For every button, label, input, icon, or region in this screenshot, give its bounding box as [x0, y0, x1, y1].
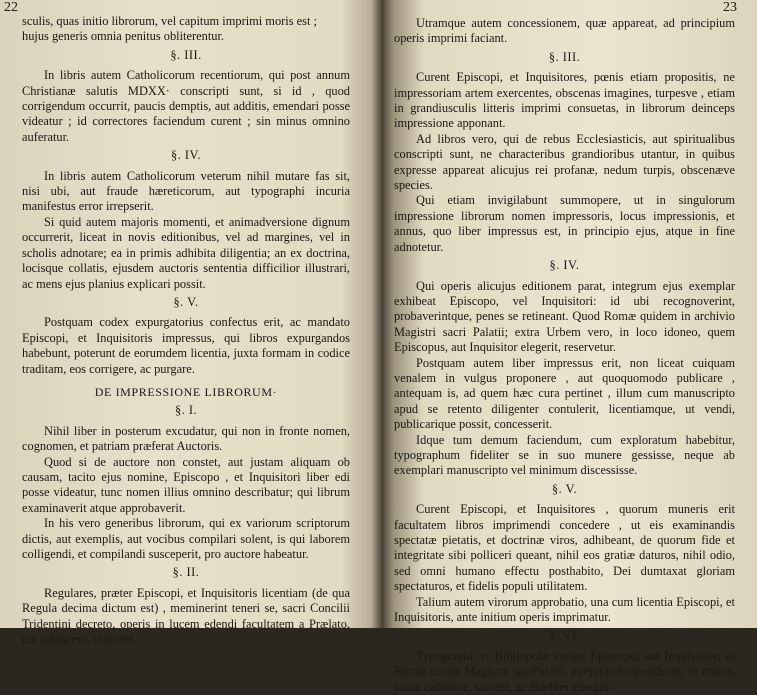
paragraph: In libris autem Catholicorum recentiorum, qui post annum Christianæ salutis MDXX· conscripti sunt, si id , quod corrigendum occurrit, paucis demptis, aut additis, emendari posse videatur ; id correctores faciendum curent ; sin minus omnino auferatur. — [22, 68, 350, 144]
section-heading: §. IV. — [171, 148, 201, 163]
page-number-right: 23 — [723, 0, 737, 15]
paragraph: Qui etiam invigilabunt summopere, ut in singulorum impressione librorum nomen impressoris, locus impressionis, et annus, quo liber impressus est, in principio ejus, atque in fine adnotetur. — [394, 193, 735, 254]
paragraph: Ad libros vero, qui de rebus Ecclesiasticis, aut spiritualibus conscripti sunt, ne characteribus grandioribus utantur, in quibus expresse appareat alicujus rei profanæ, nedum turpis, obscenæve species. — [394, 131, 735, 193]
paragraph: Qui operis alicujus editionem parat, integrum ejus exemplar exhibeat Episcopo, vel Inquisitori: id ubi recognoverint, probaverintque, penes se retineant. Quod Romæ quidem in archivio Magistri sacri Palatii; extra Urbem vero, in loco idoneo, quem Episcopus, aut Inquisitor elegerit, reservetur. — [394, 278, 735, 355]
paragraph: Typographi, et Bibliopolæ coram Episcopo, aut Inquisitore, et Romæ coram Magistro sac.Palatii, jurejurando spondeant, se munus suum catholice, sincere, ac fideliter exequu- — [394, 648, 735, 694]
paragraph: Talium autem virorum approbatio, una cum licentia Episcopi, et Inquisitoris, ante initium operis imprimatur. — [394, 594, 735, 625]
paragraph: Curent Episcopi, et Inquisitores , quorum muneris erit facultatem libros imprimendi concedere , ut eis examinandis spectatæ pietatis, et doctrinæ viros, adhibeant, de quorum fide et integritate sibi polliceri queant, nihil eos gratiæ daturos, nihil odio, sed omni humano effectu posthabito, Dei dumtaxat gloriam spectaturos, et fidelis populi utilitatem. — [394, 502, 735, 594]
paragraph: Curent Episcopi, et Inquisitores, pœnis etiam propositis, ne impressoriam artem exercentes, obscenas imagines, turpesve , etiam in grandiusculis litteris imprimi consuetas, in librorum deinceps impressione apponant. — [394, 70, 735, 131]
section-heading: §. V. — [551, 481, 578, 496]
right-page — [380, 0, 757, 694]
section-heading: §. III. — [548, 49, 581, 64]
page-number-left: 22 — [4, 0, 18, 15]
paragraph: Idque tum demum faciendum, cum exploratum habebitur, typographum fideliter se in suo munere gessisse, neque ab exemplari manuscripto vel minimum discessisse. — [394, 432, 735, 478]
paragraph: Postquam autem liber impressus erit, non liceat cuiquam venalem in vulgus proponere , aut quoquomodo publicare , antequam is, ad quem hæc cura pertinet , illum cum manuscripto apud se retento diligenter contulerit, licentiamque, ut vendi, publicarique possit, concesserit. — [394, 355, 735, 432]
text-line: sculis, quas initio librorum, vel capitum imprimi moris est ; — [22, 14, 317, 28]
paragraph: Postquam codex expurgatorius confectus erit, ac mandato Episcopi, et Inquisitoris impressus, qui libros expurgandos habebunt, poterunt de eorumdem licentia, juxta formam in codice traditam, eos corrigere, ac purgare. — [22, 315, 350, 376]
left-page-text — [0, 4, 360, 647]
section-heading: §. IV. — [549, 258, 580, 273]
section-heading: §. I. — [174, 403, 198, 418]
paragraph: In his vero generibus librorum, qui ex variorum scriptorum dictis, aut exemplis, aut vocibus compilari solent, is qui laborem colligendi, et compilandi susceperit, pro auctore habeatur. — [22, 516, 350, 561]
paragraph: Regulares, præter Episcopi, et Inquisitoris licentiam (de qua Regula decima dictum est) , meminerint teneri se, sacri Concilii Tridentini decreto, operis in lucem edendi facultatem a Prælato, cui subjacent, obtinere. — [22, 585, 350, 647]
paragraph: In libris autem Catholicorum veterum nihil mutare fas sit, nisi ubi, aut fraude hæreticorum, aut typographi incuria manifestus error irrepserit. — [22, 168, 350, 214]
section-heading: §. VI. — [548, 628, 581, 643]
text-line: hujus generis omnia penitus obliterentur. — [22, 29, 225, 44]
paragraph: Quod si de auctore non constet, aut justam aliquam ob causam, tacito ejus nomine, Episcopo , et Inquisitori liber edi posse videatur, tunc nomen illius omnino describatur; qui librum examinaverit atque approbaverit. — [22, 454, 350, 515]
chapter-heading: DE IMPRESSIONE LIBRORUM· — [94, 384, 278, 399]
paragraph: Nihil liber in posterum excudatur, qui non in fronte nomen, cognomen, et patriam præferat Auctoris. — [22, 423, 350, 454]
right-page-text — [380, 6, 757, 695]
section-heading: §. II. — [172, 565, 200, 580]
paragraph: Utramque autem concessionem, quæ appareat, ad principium operis imprimi faciant. — [394, 16, 735, 46]
left-page — [0, 0, 360, 647]
section-heading: §. V. — [173, 294, 199, 309]
section-heading: §. III. — [170, 47, 202, 62]
paragraph: Si quid autem majoris momenti, et animadversione dignum occurrerit, liceat in novis editionibus, vel ad margines, vel in scholis adnotare; ea in primis adhibita diligentia; an ex doctrina, locisque collatis, ejusdem auctoris sententia difficilior illustrari, ac mens ejus planius explicari possit. — [22, 214, 350, 291]
